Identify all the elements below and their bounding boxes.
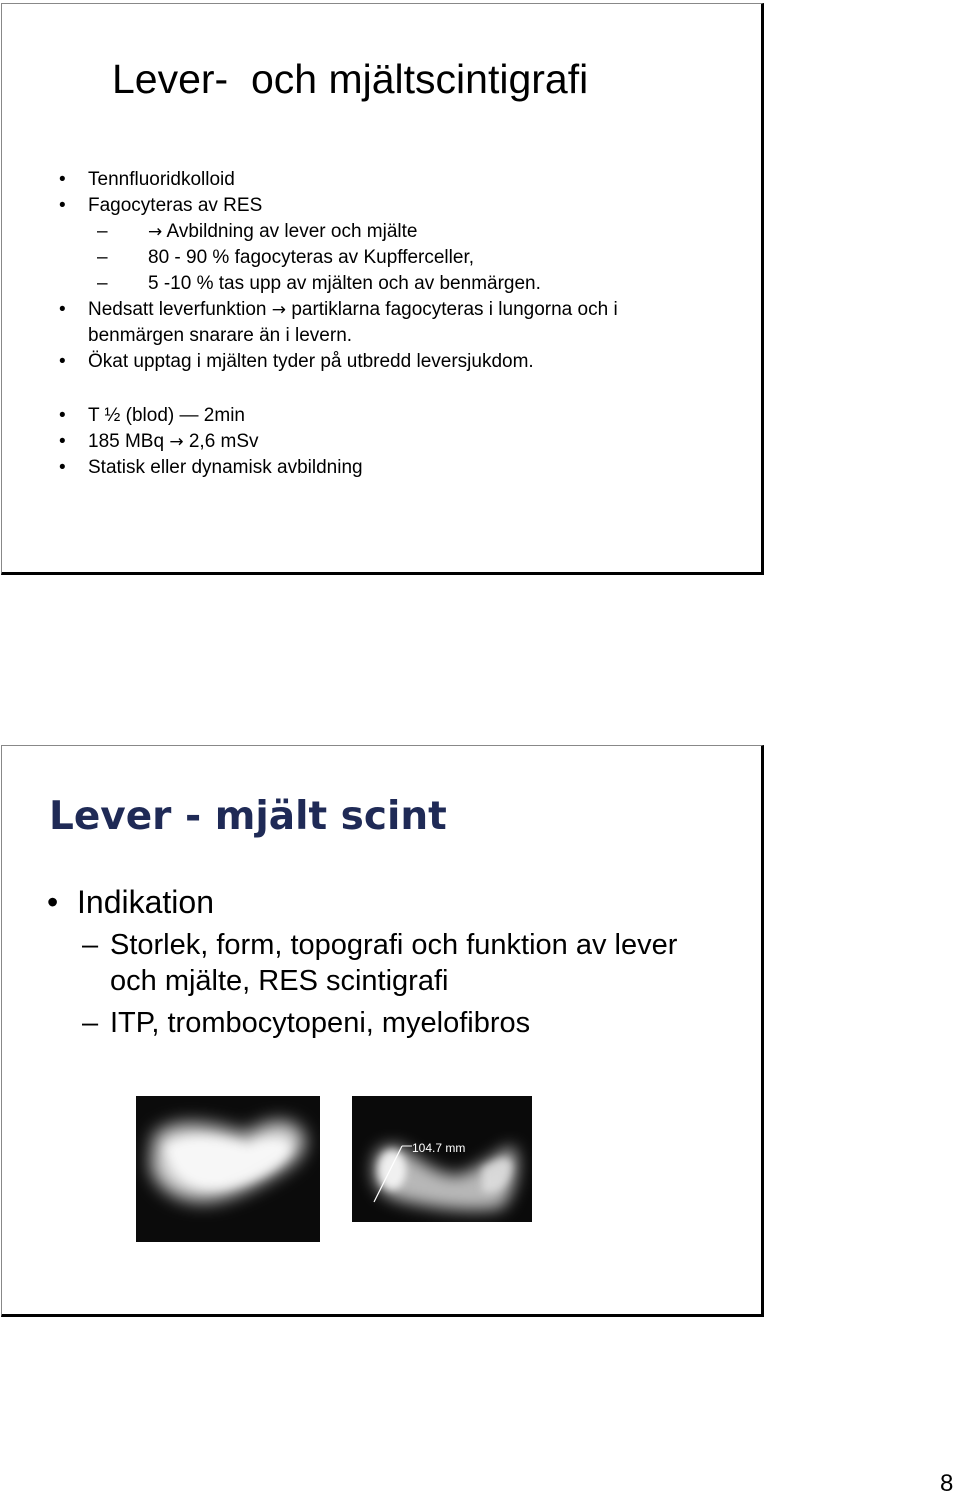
bullet-icon: • bbox=[59, 195, 66, 216]
bullet-icon: • bbox=[59, 299, 66, 320]
sub-list-item: – 80 - 90 % fagocyteras av Kupfferceller, bbox=[2, 245, 762, 271]
bullet-list bbox=[2, 883, 762, 1041]
measurement-label: 104.7 mm bbox=[412, 1141, 466, 1155]
slide-bottom bbox=[1, 745, 764, 1317]
list-item: • 185 MBq → 2,6 mSv bbox=[2, 429, 762, 455]
bullet-icon: • bbox=[59, 457, 66, 478]
bullet-icon: • bbox=[59, 169, 66, 190]
scintigram-image bbox=[352, 1096, 532, 1222]
arrow-icon: → bbox=[148, 222, 163, 242]
dash-icon: – bbox=[97, 221, 108, 242]
list-item: • Indikation bbox=[47, 884, 214, 920]
bullet-icon: • bbox=[59, 351, 66, 372]
slide-top bbox=[1, 3, 764, 575]
slide-title: Lever - mjält scint bbox=[49, 794, 447, 839]
scintigram-image bbox=[136, 1096, 320, 1242]
bullet-icon: • bbox=[47, 884, 59, 920]
list-item: • T ½ (blod) — 2min bbox=[2, 403, 762, 429]
page-number: 8 bbox=[940, 1470, 954, 1497]
sub-list-item: – Storlek, form, topografi och funktion av lever och mjälte, RES scintigrafi bbox=[82, 929, 678, 997]
list-item: • Tennfluoridkolloid bbox=[2, 167, 762, 193]
sub-list-item: – → Avbildning av lever och mjälte bbox=[2, 219, 762, 245]
sub-list-item: – 5 -10 % tas upp av mjälten och av benmärgen. bbox=[2, 271, 762, 297]
liver-spleen-scan-anterior bbox=[136, 1096, 320, 1242]
bullet-icon: • bbox=[59, 431, 66, 452]
dash-icon: – bbox=[97, 273, 108, 294]
dash-icon: – bbox=[82, 929, 99, 961]
list-item: • Statisk eller dynamisk avbildning bbox=[2, 455, 762, 481]
bullet-list bbox=[2, 167, 762, 481]
list-item: • Ökat upptag i mjälten tyder på utbredd leversjukdom. bbox=[2, 349, 762, 375]
arrow-icon: → bbox=[271, 300, 287, 320]
dash-icon: – bbox=[82, 1007, 99, 1039]
list-item: • Fagocyteras av RES bbox=[2, 193, 762, 219]
sub-list-item: – ITP, trombocytopeni, myelofibros bbox=[82, 1007, 531, 1039]
arrow-icon: → bbox=[169, 432, 184, 452]
list-item: • Nedsatt leverfunktion → partiklarna fagocyteras i lungorna och i benmärgen snarare än i levern. bbox=[59, 299, 618, 346]
bullet-icon: • bbox=[59, 405, 66, 426]
slide-title: Lever- och mjältscintigrafi bbox=[112, 56, 589, 102]
liver-spleen-scan-measured bbox=[352, 1096, 532, 1222]
dash-icon: – bbox=[97, 247, 108, 268]
